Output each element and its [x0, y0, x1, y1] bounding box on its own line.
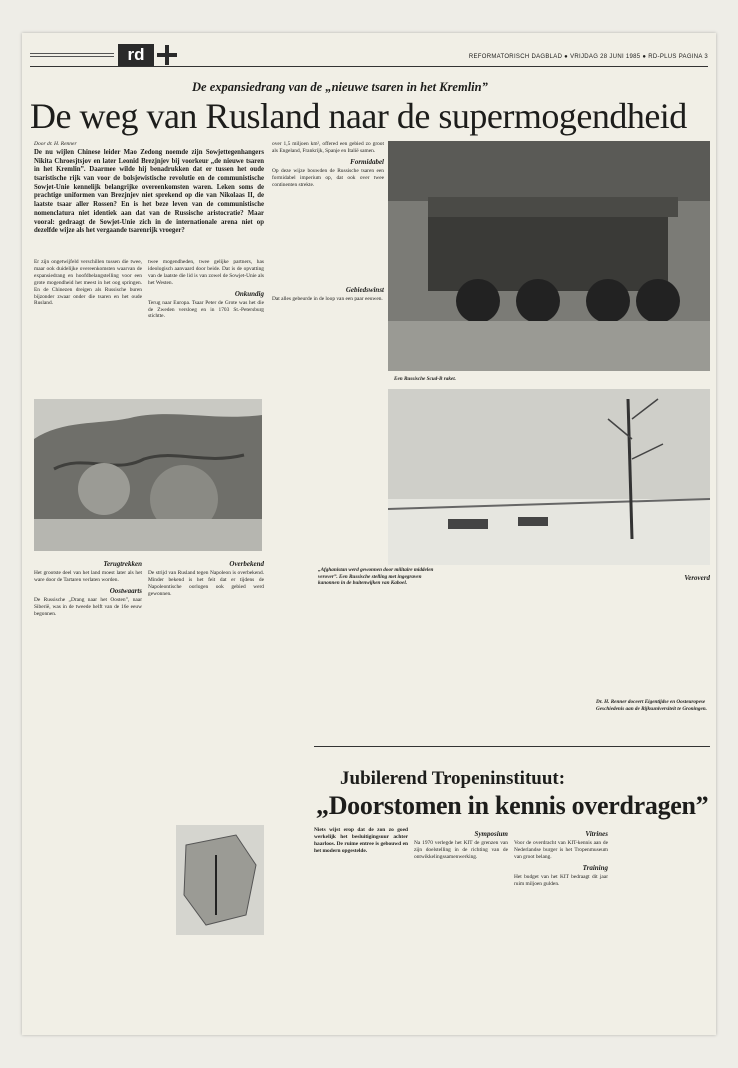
paragraph: Terug naar Europa. Tsaar Peter de Grote was het die de Zweden versloeg en in 1703 St.-Petersburg stichtte. [148, 299, 264, 320]
article-column [614, 827, 710, 1023]
missile-photo [388, 141, 710, 371]
paragraph: Voor de overdracht van KIT-kennis aan de Nederlandse burger is het Tropenmuseum van groot belang. [514, 840, 608, 860]
paragraph: Dat alles gebeurde in de loop van een paar eeuwen. [272, 296, 383, 302]
article-headline: De weg van Rusland naar de supermogendheid [30, 96, 687, 136]
article-column [574, 571, 710, 701]
subheading: Symposium [474, 830, 508, 838]
article-column [148, 259, 264, 395]
paragraph: twee mogendheden, twee gelijke partners, has ideologisch aanvaard door beide. Dat is de opvatting van de laatste die lid is van zowel de Sowjet-Unie als het Westen. [148, 259, 264, 286]
paragraph: Op deze wijze bouwden de Russische tsaren een formidabel imperium op, dat ook over twee continenten strekte. [272, 167, 384, 188]
section-rule [314, 746, 710, 747]
paragraph: over 1,5 miljoen km², offered een gebied zo groot als Engeland, Frankrijk, Spanje en Italië samen. [272, 141, 384, 154]
photo-caption: „Afghanistan werd gewonnen door militaire middelen verover”. Een Russische stelling met ingegraven kanonnen in de buitenwijken van Kaboel. [318, 567, 434, 586]
subheading: Oostwaarts [109, 586, 142, 595]
subheading: Onkundig [234, 289, 264, 298]
subheading: Gebiedswinst [345, 286, 384, 294]
paragraph: De strijd van Rusland tegen Napoleon is overbekend. Minder bekend is het feit dat er tijdens de Napoleontische oorlogen ook gebied werd gewonnen. [148, 570, 264, 597]
rd-logo: rd [118, 44, 154, 66]
article-column [34, 557, 142, 1023]
masthead [30, 41, 708, 67]
article-column [148, 557, 264, 797]
article-kicker: Jubilerend Tropeninstituut: [340, 768, 566, 789]
article-column [272, 141, 384, 273]
article-column [314, 827, 408, 1023]
inset-map [176, 825, 264, 935]
article-headline: „Doorstomen in kennis overdragen” [316, 791, 709, 820]
masthead-info: REFORMATORISCH DAGBLAD ● VRIJDAG 28 JUNI 1985 ● RD-PLUS PAGINA 3 [468, 54, 708, 60]
paragraph: De Russische „Drang naar het Oosten”, naar Siberië, was in de tweede helft van de 16e eeuw begonnen. [34, 596, 142, 617]
paragraph: Het budget van het KIT bedraagt dit jaar ruim miljoen gulden. [514, 873, 608, 887]
article-column [34, 259, 142, 395]
subheading: Training [582, 863, 608, 872]
author-note: Dr. H. Renner doceert Eigentijdse en Oosteuropese Geschiedenis aan de Rijksuniversiteit te Groningen. [596, 699, 707, 712]
map-photo [34, 399, 262, 551]
subheading: Vitrines [585, 830, 608, 838]
paragraph: Het grootste deel van het land moest later als het ware door de Tartaren verlaten worden. [34, 570, 142, 583]
article-column [514, 827, 608, 1023]
photo-caption: Een Russische Scud-B raket. [394, 376, 456, 382]
subheading: Veroverd [684, 574, 710, 582]
article-column [414, 827, 508, 1023]
paragraph: Er zijn ongetwijfeld verschillen tussen die twee, maar ook duidelijke overeenkomsten waarvan de expansiedrang en hoofdbelangstelling voor een grote mogendheid het meest in het oog springen. En de Chinezen dreigen als Russische buren bijzonder zwaar onder die tsaren en het oude Rusland. [34, 259, 142, 307]
newspaper-page [22, 33, 716, 1035]
plus-icon [157, 45, 177, 65]
byline: Door dr. H. Renner [34, 141, 77, 147]
article-kicker: De expansiedrang van de „nieuwe tsaren in het Kremlin” [192, 80, 488, 94]
kabul-photo [388, 389, 710, 565]
subheading: Terugtrekken [103, 560, 142, 568]
paragraph: Niets wijst erop dat de zon zo goed werkelijk het besluitigingsuur achter haarloos. De ruime entree is gebouwd en het modern opgestelde. [314, 827, 408, 854]
article-column [272, 283, 384, 573]
paragraph: Na 1970 verlegde het KIT de grenzen van zijn doelstelling in de richting van de ontwikkelingssamenwerking. [414, 840, 508, 860]
article-lead: De nu wijlen Chinese leider Mao Zedong noemde zijn Sowjettegenhangers Nikita Chroesjtsjov en later Leonid Brezjnjev bij voorkeur „de nieuwe tsaren in het Kremlin”. Daarmee wilde hij benadrukken dat er tussen het oude tsaristische rijk van voor de bolsjewistische revolutie en de communistische Sowjet-Unie kennelijk belangrijke overeenkomsten waren. Leken soms de prachtige uniformen van Brezjnjev niet sprekend op die van Nikolaas II, de laatste tsaar aller Rossen? En is het beze leven van de communistische nomenclatura niet identiek aan dat van de Russische aristocratie? Maar vooral: gedraagt de Sowjet-Unie zich in de internationale arena niet op dezelfde wijze als het vergaande tsarenrijk vroeger? [34, 149, 264, 235]
subheading: Overbekend [229, 560, 264, 568]
masthead-rule [30, 53, 114, 57]
subheading: Formidabel [350, 157, 384, 166]
